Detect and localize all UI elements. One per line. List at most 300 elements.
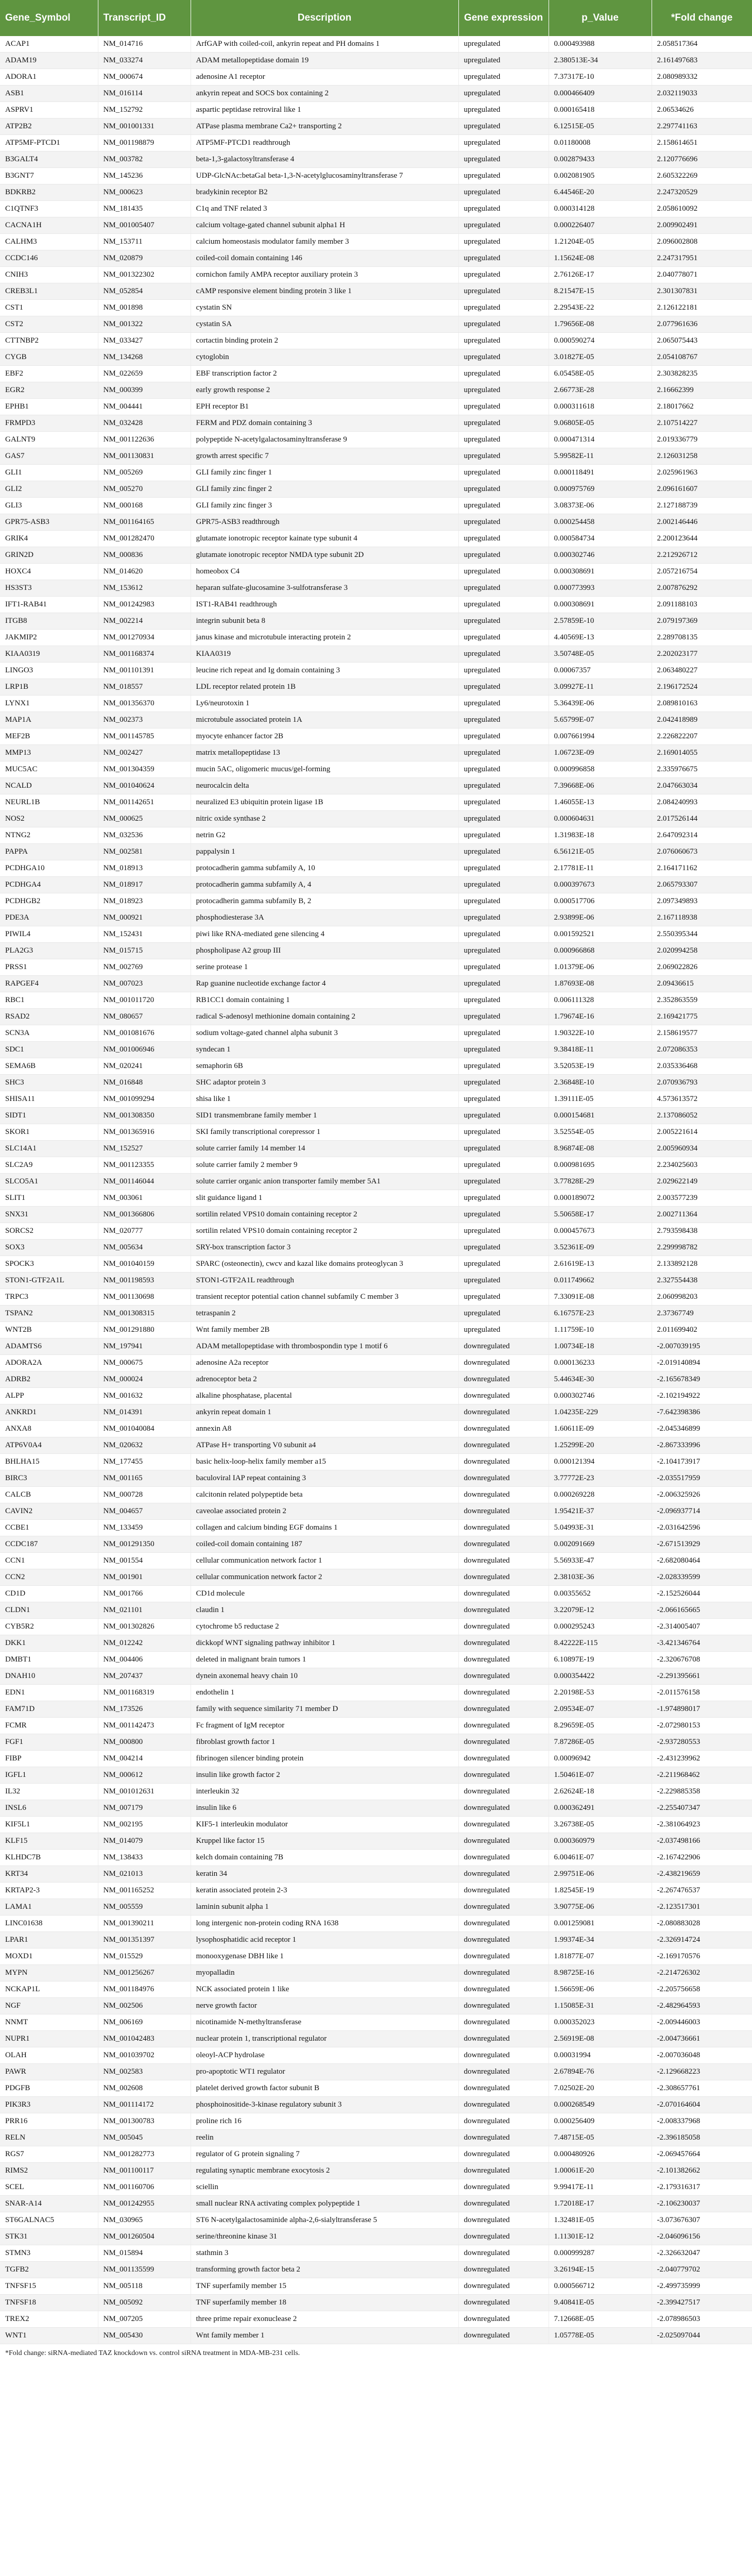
cell-gene-expression: downregulated <box>458 1536 549 1553</box>
cell-gene-expression: downregulated <box>458 2328 549 2344</box>
cell-transcript-id: NM_005270 <box>98 481 191 498</box>
cell-p-value: 9.40841E-05 <box>549 2295 652 2311</box>
cell-p-value: 0.000480926 <box>549 2146 652 2163</box>
cell-fold-change: 2.025961963 <box>652 465 752 481</box>
cell-transcript-id: NM_001766 <box>98 1586 191 1602</box>
cell-gene-symbol: LYNX1 <box>0 696 98 712</box>
cell-description: GLI family zinc finger 2 <box>191 481 458 498</box>
cell-gene-expression: upregulated <box>458 613 549 630</box>
cell-transcript-id: NM_005118 <box>98 2278 191 2295</box>
cell-fold-change: 2.084240993 <box>652 794 752 811</box>
cell-description: ATP5MF-PTCD1 readthrough <box>191 135 458 151</box>
cell-gene-expression: downregulated <box>458 1899 549 1916</box>
cell-fold-change: 2.047663034 <box>652 778 752 794</box>
cell-p-value: 0.000999287 <box>549 2245 652 2262</box>
cell-p-value: 1.90322E-10 <box>549 1025 652 1042</box>
cell-gene-expression: upregulated <box>458 992 549 1009</box>
cell-transcript-id: NM_001005407 <box>98 217 191 234</box>
cell-transcript-id: NM_001123355 <box>98 1157 191 1174</box>
cell-fold-change: 2.065793307 <box>652 877 752 893</box>
cell-transcript-id: NM_001308315 <box>98 1306 191 1322</box>
cell-gene-expression: upregulated <box>458 514 549 531</box>
cell-p-value: 0.000354422 <box>549 1668 652 1685</box>
cell-gene-expression: downregulated <box>458 1932 549 1948</box>
cell-gene-expression: upregulated <box>458 794 549 811</box>
cell-fold-change: -2.129668223 <box>652 2064 752 2080</box>
cell-fold-change: -2.102194922 <box>652 1388 752 1404</box>
cell-gene-symbol: ITGB8 <box>0 613 98 630</box>
cell-fold-change: 2.301307831 <box>652 283 752 300</box>
cell-gene-expression: downregulated <box>458 2295 549 2311</box>
cell-gene-symbol: NUPR1 <box>0 2031 98 2047</box>
cell-fold-change: 2.335976675 <box>652 761 752 778</box>
cell-description: radical S-adenosyl methionine domain containing 2 <box>191 1009 458 1025</box>
cell-gene-symbol: LINGO3 <box>0 663 98 679</box>
cell-description: keratin associated protein 2-3 <box>191 1883 458 1899</box>
cell-description: NCK associated protein 1 like <box>191 1981 458 1998</box>
cell-description: STON1-GTF2A1L readthrough <box>191 1273 458 1289</box>
header-gene-expression: Gene expression <box>458 0 549 36</box>
cell-transcript-id: NM_002583 <box>98 2064 191 2080</box>
cell-transcript-id: NM_020632 <box>98 1437 191 1454</box>
cell-description: oleoyl-ACP hydrolase <box>191 2047 458 2064</box>
cell-p-value: 3.09927E-11 <box>549 679 652 696</box>
cell-p-value: 0.000268549 <box>549 2097 652 2113</box>
cell-description: neuralized E3 ubiquitin protein ligase 1B <box>191 794 458 811</box>
table-row <box>0 1042 752 1058</box>
table-row <box>0 992 752 1009</box>
cell-description: alkaline phosphatase, placental <box>191 1388 458 1404</box>
cell-gene-symbol: CYB5R2 <box>0 1619 98 1635</box>
cell-p-value: 0.000189072 <box>549 1190 652 1207</box>
cell-description: small nuclear RNA activating complex polypeptide 1 <box>191 2196 458 2212</box>
cell-description: SKI family transcriptional corepressor 1 <box>191 1124 458 1141</box>
table-row <box>0 778 752 794</box>
cell-transcript-id: NM_177455 <box>98 1454 191 1470</box>
cell-description: TNF superfamily member 18 <box>191 2295 458 2311</box>
cell-transcript-id: NM_022659 <box>98 366 191 382</box>
cell-fold-change: -2.399427517 <box>652 2295 752 2311</box>
cell-gene-expression: upregulated <box>458 580 549 597</box>
cell-transcript-id: NM_005430 <box>98 2328 191 2344</box>
cell-gene-symbol: NGF <box>0 1998 98 2014</box>
table-row <box>0 1157 752 1174</box>
cell-p-value: 3.08373E-06 <box>549 498 652 514</box>
cell-description: nicotinamide N-methyltransferase <box>191 2014 458 2031</box>
cell-fold-change: 4.573613572 <box>652 1091 752 1108</box>
cell-gene-symbol: LAMA1 <box>0 1899 98 1916</box>
cell-p-value: 0.00031994 <box>549 2047 652 2064</box>
cell-gene-symbol: TSPAN2 <box>0 1306 98 1322</box>
cell-gene-symbol: ANXA8 <box>0 1421 98 1437</box>
cell-gene-expression: downregulated <box>458 2245 549 2262</box>
cell-transcript-id: NM_001351397 <box>98 1932 191 1948</box>
cell-description: basic helix-loop-helix family member a15 <box>191 1454 458 1470</box>
cell-fold-change: 2.070936793 <box>652 1075 752 1091</box>
cell-p-value: 2.20198E-53 <box>549 1685 652 1701</box>
cell-gene-expression: downregulated <box>458 1553 549 1569</box>
cell-description: Wnt family member 1 <box>191 2328 458 2344</box>
cell-gene-symbol: SIDT1 <box>0 1108 98 1124</box>
cell-description: ankyrin repeat domain 1 <box>191 1404 458 1421</box>
table-row <box>0 250 752 267</box>
cell-gene-expression: upregulated <box>458 1207 549 1223</box>
cell-gene-symbol: BHLHA15 <box>0 1454 98 1470</box>
cell-fold-change: 2.37367749 <box>652 1306 752 1322</box>
cell-gene-expression: upregulated <box>458 827 549 844</box>
cell-transcript-id: NM_138433 <box>98 1850 191 1866</box>
cell-gene-symbol: B3GALT4 <box>0 151 98 168</box>
cell-gene-expression: downregulated <box>458 1965 549 1981</box>
cell-gene-expression: downregulated <box>458 1635 549 1652</box>
cell-fold-change: 2.017526144 <box>652 811 752 827</box>
cell-transcript-id: NM_001390211 <box>98 1916 191 1932</box>
cell-gene-expression: upregulated <box>458 1058 549 1075</box>
table-row <box>0 1751 752 1767</box>
cell-gene-symbol: TREX2 <box>0 2311 98 2328</box>
cell-gene-expression: upregulated <box>458 448 549 465</box>
cell-description: cystatin SA <box>191 316 458 333</box>
table-row <box>0 1371 752 1388</box>
cell-gene-symbol: GPR75-ASB3 <box>0 514 98 531</box>
table-row <box>0 794 752 811</box>
cell-gene-symbol: FRMPD3 <box>0 415 98 432</box>
cell-fold-change: -2.431239962 <box>652 1751 752 1767</box>
table-row <box>0 580 752 597</box>
table-row <box>0 151 752 168</box>
table-row <box>0 1322 752 1338</box>
cell-transcript-id: NM_004657 <box>98 1503 191 1520</box>
cell-gene-expression: downregulated <box>458 2014 549 2031</box>
cell-gene-expression: downregulated <box>458 1454 549 1470</box>
cell-transcript-id: NM_001291880 <box>98 1322 191 1338</box>
cell-p-value: 0.000308691 <box>549 597 652 613</box>
cell-p-value: 0.000269228 <box>549 1487 652 1503</box>
cell-description: monooxygenase DBH like 1 <box>191 1948 458 1965</box>
table-row <box>0 827 752 844</box>
cell-p-value: 5.44634E-30 <box>549 1371 652 1388</box>
cell-transcript-id: NM_015894 <box>98 2245 191 2262</box>
table-row <box>0 2295 752 2311</box>
cell-fold-change: -2.229885358 <box>652 1784 752 1800</box>
cell-p-value: 5.56933E-47 <box>549 1553 652 1569</box>
table-row <box>0 1718 752 1734</box>
cell-gene-expression: downregulated <box>458 1421 549 1437</box>
cell-fold-change: -2.326632047 <box>652 2245 752 2262</box>
table-row <box>0 2146 752 2163</box>
cell-transcript-id: NM_002427 <box>98 745 191 761</box>
cell-gene-expression: upregulated <box>458 910 549 926</box>
cell-description: ST6 N-acetylgalactosaminide alpha-2,6-sialyltransferase 5 <box>191 2212 458 2229</box>
cell-transcript-id: NM_153612 <box>98 580 191 597</box>
cell-description: keratin 34 <box>191 1866 458 1883</box>
cell-fold-change: -1.974898017 <box>652 1701 752 1718</box>
cell-p-value: 0.000981695 <box>549 1157 652 1174</box>
cell-gene-symbol: KLF15 <box>0 1833 98 1850</box>
cell-fold-change: 2.089810163 <box>652 696 752 712</box>
cell-description: cornichon family AMPA receptor auxiliary protein 3 <box>191 267 458 283</box>
cell-gene-symbol: STON1-GTF2A1L <box>0 1273 98 1289</box>
cell-gene-symbol: ANKRD1 <box>0 1404 98 1421</box>
cell-gene-symbol: STK31 <box>0 2229 98 2245</box>
cell-gene-expression: upregulated <box>458 53 549 69</box>
cell-fold-change: -2.004736661 <box>652 2031 752 2047</box>
cell-p-value: 0.000397673 <box>549 877 652 893</box>
cell-fold-change: 2.057216754 <box>652 564 752 580</box>
table-row <box>0 1602 752 1619</box>
cell-p-value: 5.04993E-31 <box>549 1520 652 1536</box>
cell-gene-expression: downregulated <box>458 1569 549 1586</box>
table-row <box>0 2031 752 2047</box>
cell-gene-expression: upregulated <box>458 300 549 316</box>
cell-gene-symbol: ATP2B2 <box>0 118 98 135</box>
cell-description: long intergenic non-protein coding RNA 1638 <box>191 1916 458 1932</box>
cell-p-value: 0.000996858 <box>549 761 652 778</box>
table-row <box>0 234 752 250</box>
cell-description: interleukin 32 <box>191 1784 458 1800</box>
cell-gene-expression: upregulated <box>458 151 549 168</box>
cell-gene-symbol: SORCS2 <box>0 1223 98 1240</box>
cell-gene-symbol: GRIK4 <box>0 531 98 547</box>
table-row <box>0 2130 752 2146</box>
cell-gene-expression: upregulated <box>458 1240 549 1256</box>
table-row <box>0 531 752 547</box>
cell-fold-change: 2.058610092 <box>652 201 752 217</box>
cell-fold-change: 2.133892128 <box>652 1256 752 1273</box>
cell-fold-change: 2.605322269 <box>652 168 752 184</box>
header-p-value: p_Value <box>549 0 652 36</box>
cell-transcript-id: NM_001632 <box>98 1388 191 1404</box>
cell-transcript-id: NM_014391 <box>98 1404 191 1421</box>
cell-gene-expression: downregulated <box>458 1586 549 1602</box>
cell-p-value: 2.56919E-08 <box>549 2031 652 2047</box>
cell-gene-symbol: SEMA6B <box>0 1058 98 1075</box>
cell-gene-expression: downregulated <box>458 2278 549 2295</box>
cell-fold-change: 2.091188103 <box>652 597 752 613</box>
cell-gene-symbol: PAWR <box>0 2064 98 2080</box>
cell-gene-expression: upregulated <box>458 893 549 910</box>
cell-p-value: 6.56121E-05 <box>549 844 652 860</box>
cell-gene-expression: upregulated <box>458 877 549 893</box>
cell-gene-symbol: FAM71D <box>0 1701 98 1718</box>
cell-transcript-id: NM_145236 <box>98 168 191 184</box>
cell-description: mucin 5AC, oligomeric mucus/gel-forming <box>191 761 458 778</box>
cell-description: semaphorin 6B <box>191 1058 458 1075</box>
cell-gene-expression: upregulated <box>458 712 549 728</box>
cell-p-value: 0.000773993 <box>549 580 652 597</box>
cell-fold-change: 2.06534626 <box>652 102 752 118</box>
cell-p-value: 5.99582E-11 <box>549 448 652 465</box>
cell-description: regulator of G protein signaling 7 <box>191 2146 458 2163</box>
cell-transcript-id: NM_000674 <box>98 69 191 86</box>
cell-gene-expression: upregulated <box>458 234 549 250</box>
cell-gene-symbol: WNT2B <box>0 1322 98 1338</box>
cell-fold-change: -7.642398386 <box>652 1404 752 1421</box>
table-row <box>0 86 752 102</box>
cell-fold-change: -2.025097044 <box>652 2328 752 2344</box>
cell-transcript-id: NM_001270934 <box>98 630 191 646</box>
table-row <box>0 943 752 959</box>
table-row <box>0 2097 752 2113</box>
cell-description: lysophosphatidic acid receptor 1 <box>191 1932 458 1948</box>
cell-gene-expression: downregulated <box>458 1800 549 1817</box>
cell-gene-expression: downregulated <box>458 1388 549 1404</box>
cell-gene-symbol: SNAR-A14 <box>0 2196 98 2212</box>
cell-gene-symbol: IGFL1 <box>0 1767 98 1784</box>
table-row <box>0 811 752 827</box>
table-row <box>0 1075 752 1091</box>
table-row <box>0 1108 752 1124</box>
table-row <box>0 597 752 613</box>
cell-transcript-id: NM_007205 <box>98 2311 191 2328</box>
cell-description: SID1 transmembrane family member 1 <box>191 1108 458 1124</box>
cell-description: deleted in malignant brain tumors 1 <box>191 1652 458 1668</box>
table-row <box>0 1965 752 1981</box>
cell-p-value: 0.000604631 <box>549 811 652 827</box>
cell-description: leucine rich repeat and Ig domain containing 3 <box>191 663 458 679</box>
cell-gene-symbol: PRR16 <box>0 2113 98 2130</box>
cell-gene-symbol: EGR2 <box>0 382 98 399</box>
cell-description: homeobox C4 <box>191 564 458 580</box>
cell-description: ATPase H+ transporting V0 subunit a4 <box>191 1437 458 1454</box>
cell-transcript-id: NM_001042483 <box>98 2031 191 2047</box>
cell-gene-symbol: CST1 <box>0 300 98 316</box>
cell-gene-symbol: CCN2 <box>0 1569 98 1586</box>
table-row <box>0 1025 752 1042</box>
cell-p-value: 1.82545E-19 <box>549 1883 652 1899</box>
cell-description: GPR75-ASB3 readthrough <box>191 514 458 531</box>
table-row <box>0 1437 752 1454</box>
cell-p-value: 1.95421E-37 <box>549 1503 652 1520</box>
cell-p-value: 2.09534E-07 <box>549 1701 652 1718</box>
cell-fold-change: 2.069022826 <box>652 959 752 976</box>
table-row <box>0 1009 752 1025</box>
cell-p-value: 2.380513E-34 <box>549 53 652 69</box>
cell-gene-expression: upregulated <box>458 382 549 399</box>
cell-fold-change: 2.16662399 <box>652 382 752 399</box>
cell-gene-expression: downregulated <box>458 1685 549 1701</box>
cell-description: slit guidance ligand 1 <box>191 1190 458 1207</box>
cell-p-value: 7.39668E-06 <box>549 778 652 794</box>
cell-gene-symbol: KRT34 <box>0 1866 98 1883</box>
cell-transcript-id: NM_000399 <box>98 382 191 399</box>
cell-transcript-id: NM_005559 <box>98 1899 191 1916</box>
cell-fold-change: -2.069457664 <box>652 2146 752 2163</box>
cell-p-value: 6.10897E-19 <box>549 1652 652 1668</box>
cell-transcript-id: NM_033427 <box>98 333 191 349</box>
cell-transcript-id: NM_005269 <box>98 465 191 481</box>
table-row <box>0 2047 752 2064</box>
cell-p-value: 0.000226407 <box>549 217 652 234</box>
cell-p-value: 7.33091E-08 <box>549 1289 652 1306</box>
table-row <box>0 2179 752 2196</box>
cell-gene-expression: upregulated <box>458 283 549 300</box>
cell-fold-change: 2.299998782 <box>652 1240 752 1256</box>
cell-gene-symbol: IFT1-RAB41 <box>0 597 98 613</box>
cell-transcript-id: NM_080657 <box>98 1009 191 1025</box>
cell-gene-expression: downregulated <box>458 1734 549 1751</box>
cell-fold-change: 2.096161607 <box>652 481 752 498</box>
cell-gene-symbol: BIRC3 <box>0 1470 98 1487</box>
cell-fold-change: 2.126031258 <box>652 448 752 465</box>
cell-description: dynein axonemal heavy chain 10 <box>191 1668 458 1685</box>
cell-gene-expression: upregulated <box>458 531 549 547</box>
cell-fold-change: -2.011576158 <box>652 1685 752 1701</box>
table-row <box>0 663 752 679</box>
cell-gene-expression: upregulated <box>458 432 549 448</box>
cell-p-value: 3.77772E-23 <box>549 1470 652 1487</box>
cell-gene-expression: upregulated <box>458 1289 549 1306</box>
cell-p-value: 7.87286E-05 <box>549 1734 652 1751</box>
cell-p-value: 0.000966868 <box>549 943 652 959</box>
cell-gene-expression: downregulated <box>458 2179 549 2196</box>
cell-p-value: 1.99374E-34 <box>549 1932 652 1948</box>
cell-gene-symbol: KIF5L1 <box>0 1817 98 1833</box>
cell-fold-change: 2.007876292 <box>652 580 752 597</box>
cell-gene-symbol: C1QTNF3 <box>0 201 98 217</box>
cell-description: myocyte enhancer factor 2B <box>191 728 458 745</box>
cell-gene-symbol: CST2 <box>0 316 98 333</box>
table-row <box>0 366 752 382</box>
cell-description: sodium voltage-gated channel alpha subunit 3 <box>191 1025 458 1042</box>
cell-p-value: 5.50658E-17 <box>549 1207 652 1223</box>
cell-fold-change: 2.289708135 <box>652 630 752 646</box>
cell-gene-expression: upregulated <box>458 1075 549 1091</box>
cell-fold-change: 2.076060673 <box>652 844 752 860</box>
table-row <box>0 1833 752 1850</box>
cell-gene-symbol: GLI1 <box>0 465 98 481</box>
cell-fold-change: 2.005221614 <box>652 1124 752 1141</box>
cell-gene-symbol: NEURL1B <box>0 794 98 811</box>
cell-transcript-id: NM_001304359 <box>98 761 191 778</box>
cell-gene-symbol: CYGB <box>0 349 98 366</box>
table-row <box>0 893 752 910</box>
cell-gene-expression: downregulated <box>458 1718 549 1734</box>
cell-transcript-id: NM_006169 <box>98 2014 191 2031</box>
cell-transcript-id: NM_001160706 <box>98 2179 191 2196</box>
cell-gene-expression: upregulated <box>458 102 549 118</box>
cell-description: beta-1,3-galactosyltransferase 4 <box>191 151 458 168</box>
cell-transcript-id: NM_014079 <box>98 1833 191 1850</box>
cell-transcript-id: NM_001300783 <box>98 2113 191 2130</box>
cell-transcript-id: NM_000168 <box>98 498 191 514</box>
cell-p-value: 0.000295243 <box>549 1619 652 1635</box>
cell-p-value: 0.000136233 <box>549 1355 652 1371</box>
cell-fold-change: -2.008337968 <box>652 2113 752 2130</box>
cell-transcript-id: NM_018917 <box>98 877 191 893</box>
cell-gene-expression: downregulated <box>458 1602 549 1619</box>
cell-fold-change: 2.234025603 <box>652 1157 752 1174</box>
cell-transcript-id: NM_002608 <box>98 2080 191 2097</box>
cell-transcript-id: NM_001146044 <box>98 1174 191 1190</box>
cell-gene-symbol: CCBE1 <box>0 1520 98 1536</box>
cell-gene-expression: downregulated <box>458 1487 549 1503</box>
cell-gene-expression: downregulated <box>458 1470 549 1487</box>
cell-transcript-id: NM_002769 <box>98 959 191 976</box>
cell-fold-change: -2.165678349 <box>652 1371 752 1388</box>
cell-gene-expression: downregulated <box>458 1817 549 1833</box>
table-row <box>0 1207 752 1223</box>
table-footnote: *Fold change: siRNA-mediated TAZ knockdown vs. control siRNA treatment in MDA-MB-231 cells. <box>5 2349 300 2357</box>
cell-description: protocadherin gamma subfamily A, 4 <box>191 877 458 893</box>
cell-gene-symbol: GLI2 <box>0 481 98 498</box>
cell-p-value: 6.12515E-05 <box>549 118 652 135</box>
cell-gene-expression: downregulated <box>458 2097 549 2113</box>
table-row <box>0 728 752 745</box>
cell-fold-change: 2.164171162 <box>652 860 752 877</box>
cell-transcript-id: NM_020241 <box>98 1058 191 1075</box>
header-description: Description <box>191 0 458 36</box>
